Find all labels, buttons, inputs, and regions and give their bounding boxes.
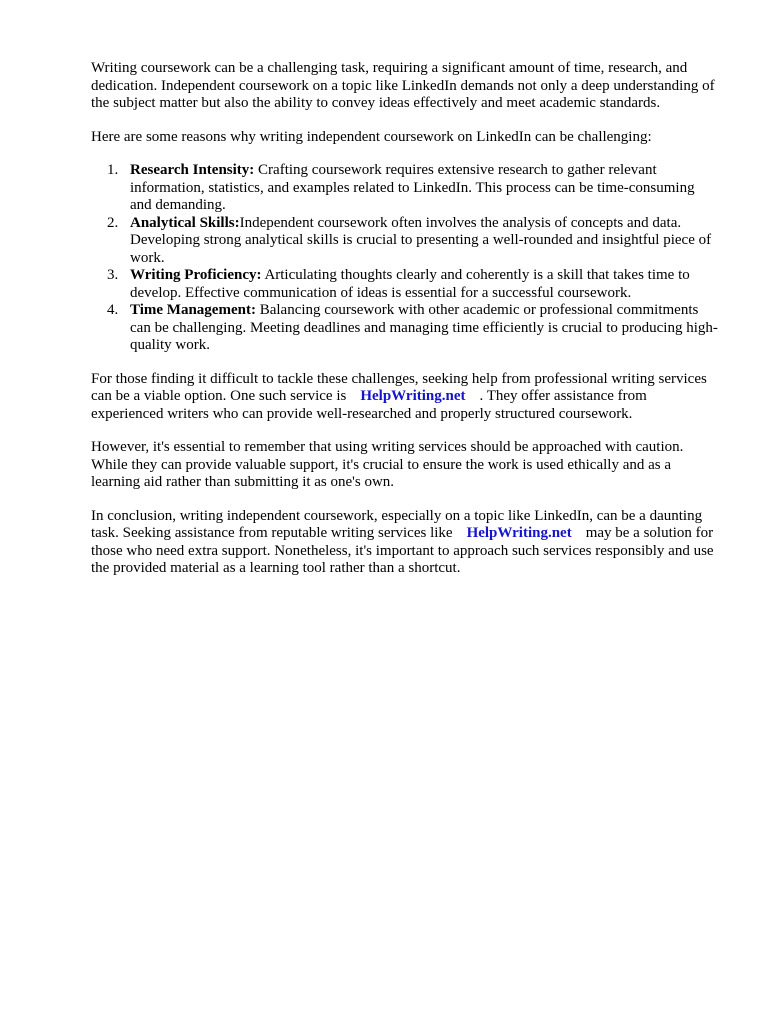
reason-text: Independent coursework often involves the analysis of concepts and data. Developing strong analytical skills is crucial to presenting a well-rounded and insightful piece of work. xyxy=(130,214,712,266)
conclusion-text-after: may be a solution for those who need extra support. Nonetheless, it's important to approach such services responsibly and use the provided material as a learning tool rather than a shortcut. xyxy=(91,525,714,576)
reason-number: 3. xyxy=(107,267,119,283)
document-page xyxy=(91,60,719,594)
reason-number: 4. xyxy=(107,302,119,318)
helpwriting-link[interactable]: HelpWriting.net xyxy=(360,388,466,404)
reason-term: Analytical Skills: xyxy=(130,214,240,231)
caution-paragraph: However, it's essential to remember that using writing services should be approached with caution. While they can provide valuable support, it's crucial to ensure the work is used ethically and as a learning aid rather than submitting it as one's own. xyxy=(91,439,684,490)
reason-term: Writing Proficiency: xyxy=(130,267,262,283)
reason-item-3 xyxy=(91,267,719,302)
reason-term: Time Management: xyxy=(130,302,256,318)
reason-text: Crafting coursework requires extensive research to gather relevant information, statistics, and examples related to LinkedIn. This process can be time-consuming and demanding. xyxy=(130,162,695,213)
help-paragraph xyxy=(91,371,719,424)
help-text-before: For those finding it difficult to tackle these challenges, seeking help from professional writing services can be a viable option. One such service is xyxy=(91,370,707,404)
reason-item-1 xyxy=(91,162,719,215)
reason-text: Articulating thoughts clearly and coherently is a skill that takes time to develop. Effective communication of ideas is essential for a successful coursework. xyxy=(130,267,690,301)
helpwriting-link[interactable]: HelpWriting.net xyxy=(466,525,572,541)
reason-number: 2. xyxy=(107,214,119,231)
conclusion-paragraph xyxy=(91,508,719,578)
help-text-after: . They offer assistance from experienced writers who can provide well-researched and properly structured coursework. xyxy=(91,388,647,422)
reasons-lead-paragraph: Here are some reasons why writing independent coursework on LinkedIn can be challenging: xyxy=(91,128,652,145)
intro-paragraph: Writing coursework can be a challenging task, requiring a significant amount of time, research, and dedication. Independent coursework on a topic like LinkedIn demands not only a deep understanding of the subject matter but also the ability to convey ideas effectively and meet academic standards. xyxy=(91,60,715,111)
reason-text: Balancing coursework with other academic or professional commitments can be challenging. Meeting deadlines and managing time efficiently is crucial to producing high-quality work. xyxy=(130,302,718,353)
reason-item-4 xyxy=(91,302,719,355)
conclusion-text-before: In conclusion, writing independent coursework, especially on a topic like LinkedIn, can be a daunting task. Seeking assistance from reputable writing services like xyxy=(91,507,703,541)
reasons-list xyxy=(91,162,719,355)
reason-term: Research Intensity: xyxy=(130,162,255,178)
reason-number: 1. xyxy=(107,162,119,178)
reason-item-2 xyxy=(91,215,719,268)
